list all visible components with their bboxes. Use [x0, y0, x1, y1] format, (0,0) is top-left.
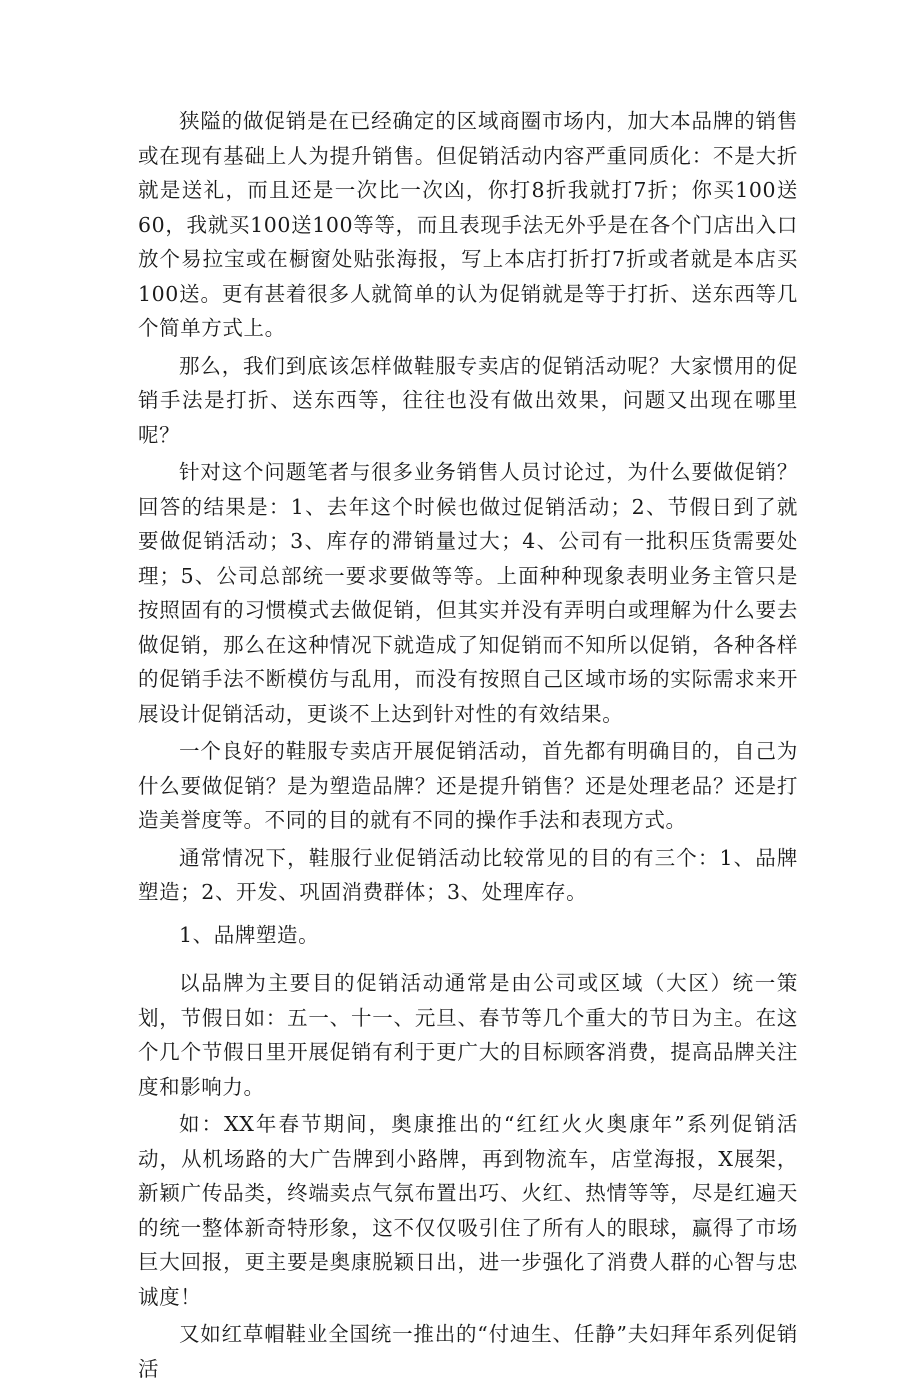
- paragraph: 通常情况下，鞋服行业促销活动比较常见的目的有三个：1、品牌塑造；2、开发、巩固消费群体；3、处理库存。: [138, 845, 798, 904]
- document-page: [138, 104, 798, 1386]
- paragraph: 以品牌为主要目的促销活动通常是由公司或区域（大区）统一策划，节假日如：五一、十一、元旦、春节等几个重大的节日为主。在这个几个节假日里开展促销有利于更广大的目标顾客消费，提高品牌关注度和影响力。: [138, 971, 798, 1099]
- paragraph: 狭隘的做促销是在已经确定的区域商圈市场内，加大本品牌的销售或在现有基础上人为提升销售。但促销活动内容严重同质化：不是大折就是送礼，而且还是一次比一次凶，你打8折我就打7折；你买100送60，我就买100送100等等，而且表现手法无外乎是在各个门店出入口放个易拉宝或在橱窗处贴张海报，写上本店打折打7折或者就是本店买100送。更有甚着很多人就简单的认为促销就是等于打折、送东西等几个简单方式上。: [138, 109, 798, 340]
- paragraph: 一个良好的鞋服专卖店开展促销活动，首先都有明确目的，自己为什么要做促销？是为塑造品牌？还是提升销售？还是处理老品？还是打造美誉度等。不同的目的就有不同的操作手法和表现方式。: [138, 739, 798, 832]
- paragraph: 如：XX年春节期间，奥康推出的“红红火火奥康年”系列促销活动，从机场路的大广告牌到小路牌，再到物流车，店堂海报，X展架，新颖广传品类，终端卖点气氛布置出巧、火红、热情等等，尽是红遍天的统一整体新奇特形象，这不仅仅吸引住了所有人的眼球，赢得了市场巨大回报，更主要是奥康脱颖日出，进一步强化了消费人群的心智与忠诚度！: [138, 1112, 798, 1309]
- paragraph: 又如红草帽鞋业全国统一推出的“付迪生、任静”夫妇拜年系列促销活: [138, 1322, 798, 1381]
- section-heading: 1、品牌塑造。: [179, 922, 320, 947]
- paragraph: 针对这个问题笔者与很多业务销售人员讨论过，为什么要做促销？回答的结果是：1、去年这个时候也做过促销活动；2、节假日到了就要做促销活动；3、库存的滞销量过大；4、公司有一批积压货需要处理；5、公司总部统一要求要做等等。上面种种现象表明业务主管只是按照固有的习惯模式去做促销，但其实并没有弄明白或理解为什么要去做促销，那么在这种情况下就造成了知促销而不知所以促销，各种各样的促销手法不断模仿与乱用，而没有按照自己区域市场的实际需求来开展设计促销活动，更谈不上达到针对性的有效结果。: [138, 460, 798, 726]
- paragraph: 那么，我们到底该怎样做鞋服专卖店的促销活动呢？大家惯用的促销手法是打折、送东西等，往往也没有做出效果，问题又出现在哪里呢？: [138, 353, 798, 447]
